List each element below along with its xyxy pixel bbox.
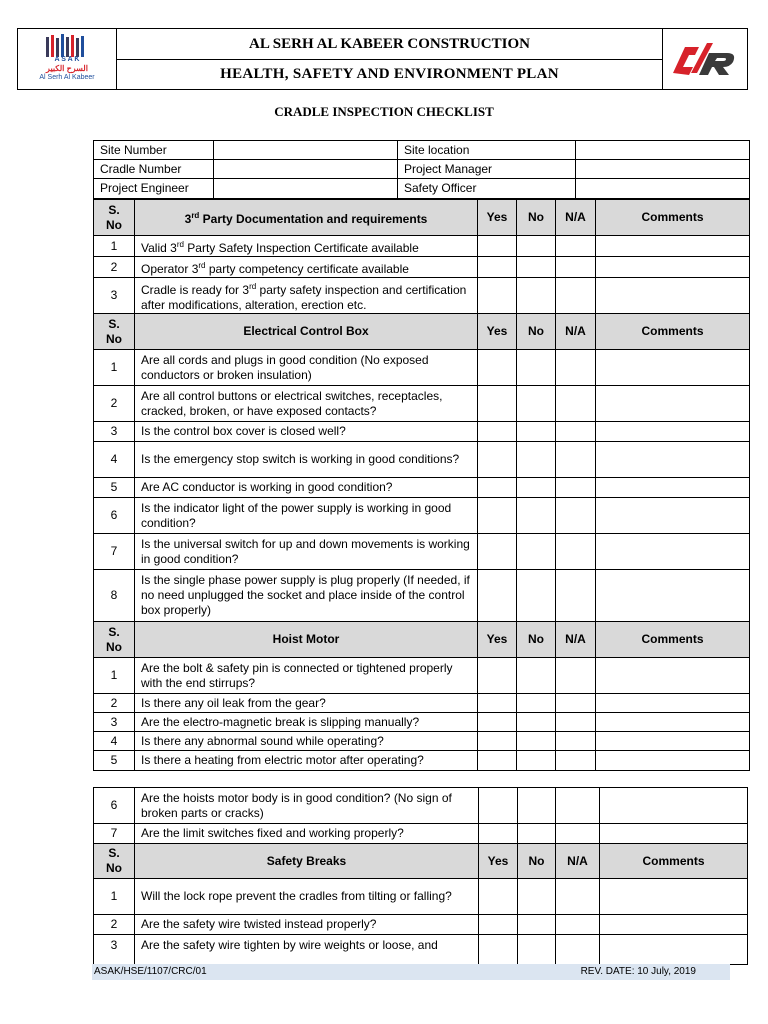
table-row [94,915,748,935]
row-number: 6 [94,788,135,824]
na-cell[interactable] [556,694,596,713]
section-title: Hoist Motor [135,622,478,658]
project-manager-label: Project Manager [398,160,576,179]
yes-cell[interactable] [479,879,518,915]
no-cell[interactable] [517,713,556,732]
plan-name: HEALTH, SAFETY AND ENVIRONMENT PLAN [220,66,559,82]
table-row [94,751,750,771]
table-row [94,478,750,498]
row-number: 3 [94,422,135,442]
section-header [94,314,750,350]
row-number: 4 [94,442,135,478]
yes-cell[interactable] [478,732,517,751]
row-number: 7 [94,824,135,844]
no-cell[interactable] [517,570,556,622]
table-row [94,824,748,844]
comments-cell[interactable] [596,442,750,478]
company-logo-left [18,29,117,89]
table-row [94,422,750,442]
cradle-number-field[interactable] [214,160,398,179]
yes-cell[interactable] [479,915,518,935]
safety-officer-label: Safety Officer [398,179,576,199]
section-header [94,200,750,236]
na-cell[interactable] [556,442,596,478]
no-header: No [517,622,556,658]
na-header: N/A [556,314,596,350]
na-cell[interactable] [556,788,600,824]
document-code: ASAK/HSE/1107/CRC/01 [94,966,207,977]
row-question: Will the lock rope prevent the cradles from tilting or falling? [135,879,479,915]
no-cell[interactable] [517,498,556,534]
row-question: Are AC conductor is working in good condition? [135,478,478,498]
no-cell[interactable] [517,422,556,442]
yes-cell[interactable] [478,570,517,622]
no-cell[interactable] [517,386,556,422]
comments-cell[interactable] [600,824,748,844]
no-cell[interactable] [517,694,556,713]
row-number: 1 [94,350,135,386]
comments-cell[interactable] [596,278,750,314]
comments-cell[interactable] [596,570,750,622]
na-cell[interactable] [556,732,596,751]
na-cell[interactable] [556,236,596,257]
no-cell[interactable] [517,658,556,694]
safety-officer-field[interactable] [576,179,750,199]
row-number: 7 [94,534,135,570]
logo-arabic-text: السرح الكبير [46,64,88,73]
no-cell[interactable] [517,236,556,257]
section-title: Safety Breaks [135,844,479,879]
sno-header: S. No [94,200,135,236]
yes-cell[interactable] [478,386,517,422]
row-question: Is the single phase power supply is plug properly (If needed, if no need unplugged the socket and place inside of the control box properly) [135,570,478,622]
sno-header: S. No [94,622,135,658]
row-number: 2 [94,694,135,713]
na-cell[interactable] [556,570,596,622]
info-table [93,140,750,199]
no-cell[interactable] [517,278,556,314]
row-question: Are all cords and plugs in good condition (No exposed conductors or broken insulation) [135,350,478,386]
table-row [94,732,750,751]
comments-header: Comments [596,314,750,350]
row-number: 5 [94,751,135,771]
na-cell[interactable] [556,658,596,694]
row-question: Operator 3rd party competency certificate available [135,257,478,278]
comments-header: Comments [596,622,750,658]
yes-cell[interactable] [478,658,517,694]
comments-cell[interactable] [600,879,748,915]
row-question: Are the bolt & safety pin is connected or tightened properly with the end stirrups? [135,658,478,694]
table-row [94,570,750,622]
row-question: Cradle is ready for 3rd party safety inspection and certification after modifications, alteration, erection etc. [135,278,478,314]
na-cell[interactable] [556,350,596,386]
no-cell[interactable] [517,751,556,771]
na-cell[interactable] [556,751,596,771]
row-question: Is the universal switch for up and down movements is working in good condition? [135,534,478,570]
na-header: N/A [556,200,596,236]
page-title: CRADLE INSPECTION CHECKLIST [274,104,494,119]
table-row [94,935,748,965]
logo-asak-text: A S A K [54,56,80,63]
table-row [94,257,750,278]
yes-cell[interactable] [478,442,517,478]
comments-header: Comments [600,844,748,879]
comments-cell[interactable] [596,732,750,751]
row-number: 1 [94,658,135,694]
no-cell[interactable] [518,879,556,915]
table-row [94,386,750,422]
section-header [94,622,750,658]
yes-cell[interactable] [478,422,517,442]
table-row [94,278,750,314]
table-row [94,442,750,478]
yes-cell[interactable] [478,694,517,713]
row-number: 2 [94,915,135,935]
no-cell[interactable] [517,257,556,278]
yes-cell[interactable] [479,788,518,824]
comments-cell[interactable] [600,935,748,965]
sno-header: S. No [94,314,135,350]
yes-cell[interactable] [478,257,517,278]
table-row [94,498,750,534]
row-number: 6 [94,498,135,534]
yes-cell[interactable] [478,751,517,771]
row-question: Is the emergency stop switch is working in good conditions? [135,442,478,478]
section-header [94,844,748,879]
yes-header: Yes [478,200,517,236]
row-question: Is there a heating from electric motor after operating? [135,751,478,771]
yes-cell[interactable] [478,278,517,314]
project-engineer-field[interactable] [214,179,398,199]
row-number: 3 [94,278,135,314]
table-row [94,350,750,386]
row-number: 8 [94,570,135,622]
revision-date: REV. DATE: 10 July, 2019 [580,966,696,977]
yes-cell[interactable] [478,534,517,570]
no-cell[interactable] [518,915,556,935]
row-number: 1 [94,236,135,257]
table-row [94,534,750,570]
comments-cell[interactable] [596,257,750,278]
project-manager-field[interactable] [576,160,750,179]
company-name: AL SERH AL KABEER CONSTRUCTION [116,29,663,60]
comments-cell[interactable] [600,788,748,824]
na-cell[interactable] [556,478,596,498]
row-question: Are the limit switches fixed and working properly? [135,824,479,844]
row-number: 5 [94,478,135,498]
yes-cell[interactable] [478,478,517,498]
company-logo-right [662,29,747,89]
comments-header: Comments [596,200,750,236]
yes-cell[interactable] [478,713,517,732]
yes-cell[interactable] [478,350,517,386]
site-number-field[interactable] [214,141,398,160]
row-question: Is there any oil leak from the gear? [135,694,478,713]
cradle-number-label: Cradle Number [94,160,214,179]
comments-cell[interactable] [596,498,750,534]
comments-cell[interactable] [596,478,750,498]
comments-cell[interactable] [596,236,750,257]
yes-cell[interactable] [478,498,517,534]
na-cell[interactable] [556,879,600,915]
comments-cell[interactable] [600,915,748,935]
checklist-table-continued [93,787,748,965]
no-header: No [517,314,556,350]
na-cell[interactable] [556,386,596,422]
comments-cell[interactable] [596,713,750,732]
document-header [17,28,748,90]
na-cell[interactable] [556,915,600,935]
yes-header: Yes [478,314,517,350]
checklist-table [93,199,750,771]
no-cell[interactable] [518,824,556,844]
comments-cell[interactable] [596,694,750,713]
row-number: 1 [94,879,135,915]
table-row [94,713,750,732]
table-row [94,694,750,713]
site-location-label: Site location [398,141,576,160]
no-header: No [517,200,556,236]
sno-header: S. No [94,844,135,879]
comments-cell[interactable] [596,751,750,771]
no-cell[interactable] [518,788,556,824]
no-header: No [518,844,556,879]
section-title: Electrical Control Box [135,314,478,350]
row-number: 2 [94,257,135,278]
na-cell[interactable] [556,257,596,278]
page-footer [92,964,730,980]
no-cell[interactable] [517,442,556,478]
no-cell[interactable] [517,534,556,570]
table-row [94,879,748,915]
row-question: Is the control box cover is closed well? [135,422,478,442]
row-question: Is there any abnormal sound while operating? [135,732,478,751]
site-number-label: Site Number [94,141,214,160]
row-question: Are the electro-magnetic break is slipping manually? [135,713,478,732]
no-cell[interactable] [517,732,556,751]
na-cell[interactable] [556,534,596,570]
table-row [94,788,748,824]
yes-header: Yes [478,622,517,658]
yes-cell[interactable] [478,236,517,257]
na-cell[interactable] [556,935,600,965]
comments-cell[interactable] [596,386,750,422]
na-cell[interactable] [556,422,596,442]
na-cell[interactable] [556,713,596,732]
logo-english-text: Al Serh Al Kabeer [39,74,95,81]
project-engineer-label: Project Engineer [94,179,214,199]
sak-logo-icon [663,29,747,89]
row-number: 3 [94,935,135,965]
comments-cell[interactable] [596,658,750,694]
na-cell[interactable] [556,278,596,314]
na-header: N/A [556,622,596,658]
no-cell[interactable] [517,478,556,498]
na-header: N/A [556,844,600,879]
na-cell[interactable] [556,498,596,534]
row-question: Are the safety wire tighten by wire weights or loose, and [135,935,479,965]
comments-cell[interactable] [596,350,750,386]
yes-cell[interactable] [479,824,518,844]
row-question: Are the safety wire twisted instead properly? [135,915,479,935]
section-title: 3rd Party Documentation and requirements [135,200,478,236]
yes-cell[interactable] [479,935,518,965]
site-location-field[interactable] [576,141,750,160]
row-number: 3 [94,713,135,732]
na-cell[interactable] [556,824,600,844]
row-number: 2 [94,386,135,422]
table-row [94,236,750,257]
table-row [94,658,750,694]
no-cell[interactable] [517,350,556,386]
yes-header: Yes [479,844,518,879]
row-question: Valid 3rd Party Safety Inspection Certificate available [135,236,478,257]
row-question: Is the indicator light of the power supply is working in good condition? [135,498,478,534]
row-question: Are all control buttons or electrical switches, receptacles, cracked, broken, or have exposed contacts? [135,386,478,422]
row-number: 4 [94,732,135,751]
row-question: Are the hoists motor body is in good condition? (No sign of broken parts or cracks) [135,788,479,824]
comments-cell[interactable] [596,534,750,570]
no-cell[interactable] [518,935,556,965]
comments-cell[interactable] [596,422,750,442]
